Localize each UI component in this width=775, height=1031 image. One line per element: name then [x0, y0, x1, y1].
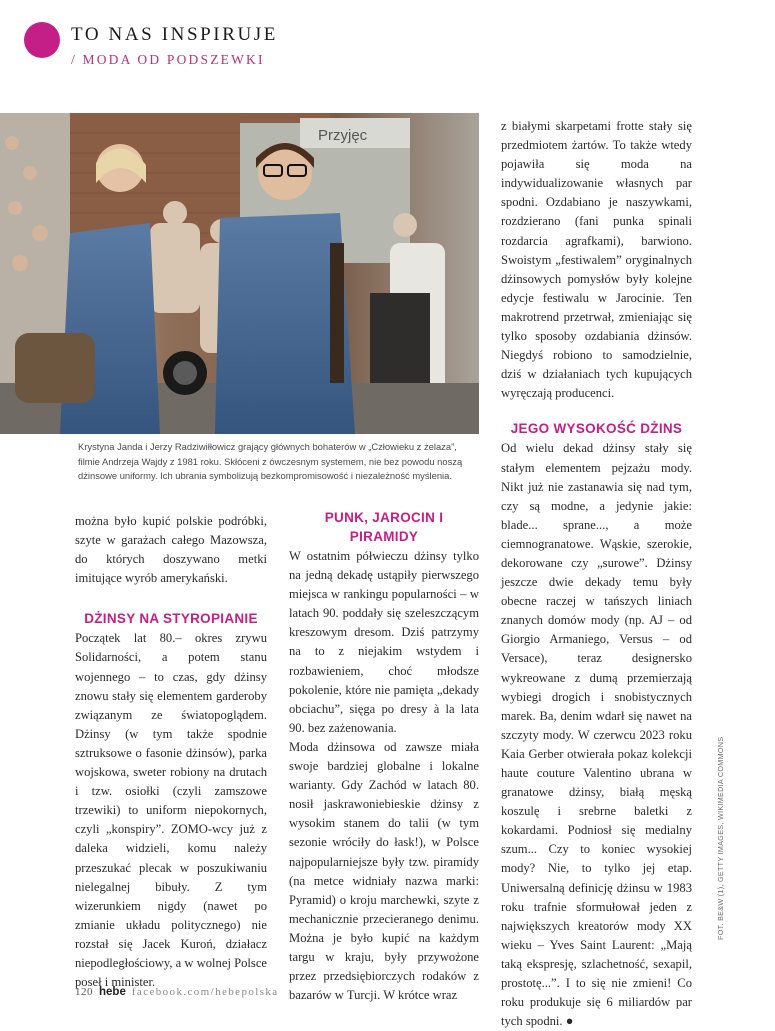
column-1 — [75, 512, 267, 992]
accent-dot — [24, 22, 60, 58]
photo-credit: FOT. BE&W (1), GETTY IMAGES, WIKIMEDIA COMMONS — [716, 736, 725, 940]
column-3 — [501, 117, 692, 1031]
section-heading: DŻINSY NA STYROPIANIE — [84, 611, 258, 627]
sign-text: Przyjęc — [318, 127, 368, 144]
column-2 — [289, 508, 479, 1005]
footer-url: facebook.com/hebepolska — [131, 986, 279, 998]
film-still-photo — [0, 113, 479, 434]
section-kicker: TO NAS INSPIRUJE — [71, 24, 278, 45]
paragraph: Początek lat 80.– okres zrywu Solidarności, a potem stanu wojennego – to czas, gdy dżinsy znowu stały się elementem garderoby związanym ze światopoglądem. Dżinsy (w tym także spodnie sztruksowe o fasonie dżinsów), parka wojskowa, sweter robiony na drutach i tzw. osiołki (czyli zamszowe trzewiki) to uniform niepokornych, czyli „konspiry”. ZOMO-wcy już z daleka widzieli, komu należy przeszukać plecak w poszukiwaniu nielegalnej bibuły. Z tym wizerunkiem nigdy (nawet po zmianie układu politycznego) nie rozstał się Jacek Kuroń, działacz niepodległościowy, a w wolnej Polsce poseł i minister. — [75, 631, 267, 990]
section-heading: PUNK, JAROCIN I PIRAMIDY — [324, 510, 444, 544]
paragraph: można było kupić polskie podróbki, szyte w garażach całego Mazowsza, do których doszywano metki imitujące wyrób amerykański. — [75, 514, 267, 586]
page-footer — [75, 986, 279, 998]
section-subkicker: / MODA OD PODSZEWKI — [71, 52, 265, 67]
paragraph: W ostatnim półwieczu dżinsy tylko na jedną dekadę ustąpiły pierwszego miejsca w rankingu popularności – w latach 90. poddały się szeleszczącym kreszowym dresom. Dziś patrzymy na to z niejakim wstydem i rozbawieniem, choć młodsze pokolenie, które nie pamięta „dekady obciachu”, sięga po dresy à la lata 90. bez zażenowania. — [289, 549, 479, 735]
page-number: 120 — [75, 986, 93, 998]
paragraph: z białymi skarpetami frotte stały się przedmiotem żartów. To także wtedy pojawiła się moda na indywidualizowanie własnych par spodni. Ozdabiano je naszywkami, rozdzierano (fani punka spinali rozdarcia agrafkami), barwiono. Swoistym „festiwalem” oryginalnych dżinsowych pomysłów były kolejne edycje festiwalu w Jarocinie. Ten makrotrend przetrwał, zmieniając się tylko sposoby ozdabiania dżinsów. Niegdyś robiono to samodzielnie, dziś w działaniach tych kupujących wyręczają producenci. — [501, 119, 692, 401]
paragraph: Moda dżinsowa od zawsze miała swoje bardziej globalne i lokalne warianty. Gdy Zachód w latach 80. nosił jaskrawoniebieskie dżinsy z wysokim stanem do talii (w tym sezonie wróciły do łask!), w Polsce najpopularniejsze były tzw. piramidy (na metce widniały nazwa marki: Pyramid) o kroju marchewki, szyte z mechanicznie przecieranego denimu. Można je było kupić na każdym targu w kraju, były przywożone przez przedsiębiorczych rodaków z bazarów w Turcji. W krótce wraz — [289, 739, 479, 1003]
brand-logo: hebe — [99, 986, 126, 998]
section-heading: JEGO WYSOKOŚĆ DŻINS — [510, 421, 683, 437]
photo-caption: Krystyna Janda i Jerzy Radziwiłłowicz grający głównych bohaterów w „Człowieku z żelaza”, filmie Andrzeja Wajdy z 1981 roku. Skłóceni z ówczesnym systemem, nie bez powodu noszą dżinsowe uniformy. Ich ubrania symbolizują bezkompromisowość i niezależność myślenia. — [78, 441, 463, 481]
paragraph: Od wielu dekad dżinsy stały się stałym elementem pejzażu mody. Nikt już nie zastanawia się nad tym, czy są modne, a jedynie jakie: blade... sprane..., a może ciemnogranatowe. Wąskie, szerokie, dekorowane czy „surowe”. Dżinsy jeszcze dwie dekady temu były obecne raczej w tańszych liniach znanych domów mody (np. AJ – od Giorgio Armaniego, Versus – od Versace), teraz designersko wykreowane z dumą przemierzają wybiegi drogich i snobistycznych marek. Ba, denim wdarł się nawet na szczyty mody. W czerwcu 2023 roku Kaia Gerber otwierała pokaz kolekcji haute couture Valentino ubrana w granatowe dżinsy, białą męską koszulę i srebrne baletki z kokardami. Podniosł się medialny szum... Czy to koniec wysokiej mody? Nie, to tylko jej etap. Uniwersalną definicję dżinsu w 1983 roku trafnie sformułował jeden z największych kreatorów mody XX wieku – Yves Saint Laurent: „Mają taką ekspresję, szlachetność, sexapil, prostotę...”. I to się nie zmieni! Co roku produkuje się 6 miliardów par tych spodni. ● — [501, 441, 692, 1029]
